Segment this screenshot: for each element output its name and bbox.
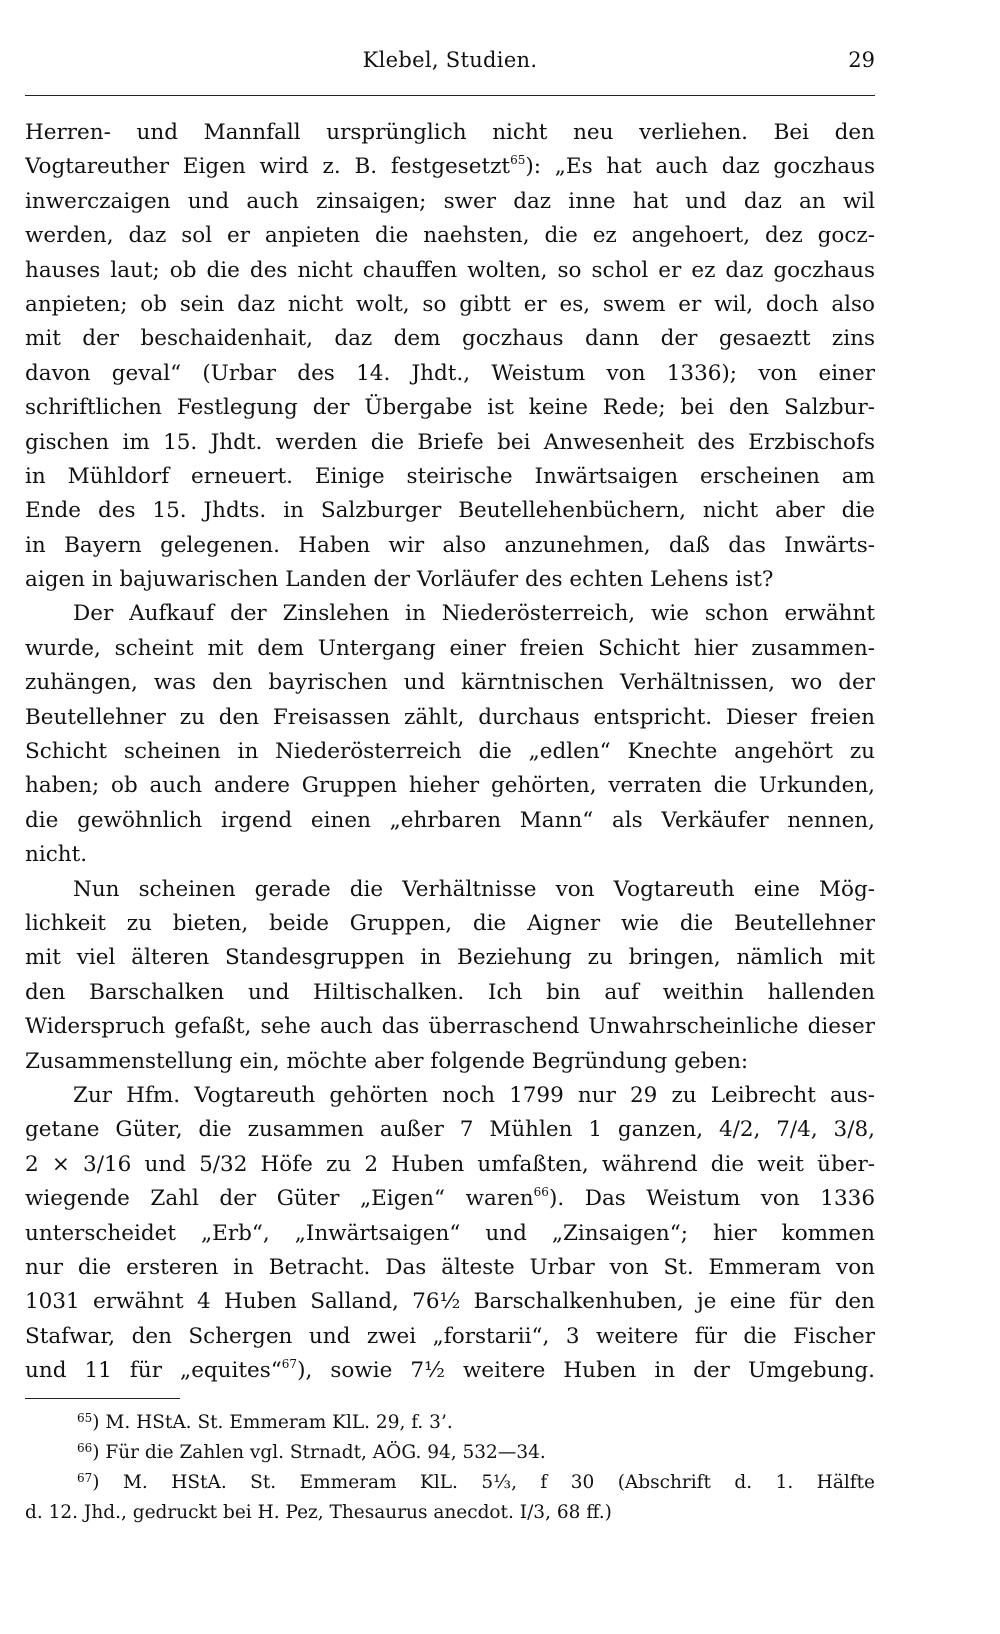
line-text: wiegende Zahl der Güter „Eigen“ waren [25,1186,534,1212]
text-line [25,769,875,803]
text-line [25,838,875,872]
text-line [25,150,875,184]
line-text: Zur Hfm. Vogtareuth gehörten noch 1799 nur 29 zu Leibrecht aus- [73,1082,875,1108]
text-line [25,1113,875,1147]
text-line [25,873,875,907]
text-line [25,426,875,460]
line-text: werden, daz sol er anpieten die naehsten, die ez angehoert, dez gocz- [25,223,875,249]
line-text: hauses laut; ob die des nicht chauffen wolten, so schol er ez daz goczhaus [25,257,875,283]
text-line [25,494,875,528]
line-text: inwerczaigen und auch zinsaigen; swer daz inne hat und daz an wil [25,188,875,214]
line-text: mit der beschaidenhait, daz dem goczhaus dann der gesaeztt zins [25,326,875,352]
footnote-number: 66 [77,1441,93,1455]
text-line [25,804,875,838]
text-line [25,185,875,219]
text-line [25,219,875,253]
line-text: 2 × 3/16 und 5/32 Höfe zu 2 Huben umfaßten, während die weit über- [25,1151,875,1177]
page-number: 29 [848,48,875,72]
line-text: schriftlichen Festlegung der Übergabe ist keine Rede; bei den Salzbur- [25,395,875,421]
line-text: getane Güter, die zusammen außer 7 Mühlen 1 ganzen, 4/2, 7/4, 3/8, [25,1117,875,1143]
text-line [25,322,875,356]
text-line [25,116,875,150]
text-line [25,701,875,735]
line-text: haben; ob auch andere Gruppen hieher gehörten, verraten die Urkunden, [25,773,875,799]
line-text-continued: ). Das Weistum von 1336 [548,1186,875,1212]
footnote-text: d. 12. Jhd., gedruckt bei H. Pez, Thesaurus anecdot. I/3, 68 ff.) [25,1502,612,1523]
text-line [25,907,875,941]
text-line [25,288,875,322]
line-text: den Barschalken und Hiltischalken. Ich bin auf weithin hallenden [25,979,875,1005]
line-text: nur die ersteren in Betracht. Das älteste Urbar von St. Emmeram von [25,1254,875,1280]
text-line [25,1217,875,1251]
footnote [25,1498,875,1528]
text-line [25,1320,875,1354]
line-text: nicht. [25,842,88,868]
line-text: davon geval“ (Urbar des 14. Jhdt., Weistum von 1336); von einer [25,360,875,386]
line-text: 1031 erwähnt 4 Huben Salland, 76½ Barschalkenhuben, je eine für den [25,1289,875,1315]
line-text: Schicht scheinen in Niederösterreich die „edlen“ Knechte angehört zu [25,739,875,765]
text-line [25,460,875,494]
text-line [25,529,875,563]
line-text: Beutellehner zu den Freisassen zählt, durchaus entspricht. Dieser freien [25,704,875,730]
text-line [25,391,875,425]
text-line [25,1079,875,1113]
line-text: zuhängen, was den bayrischen und kärntnischen Verhältnissen, wo der [25,670,875,696]
footnote-text: ) M. HStA. St. Emmeram KlL. 5⅓, f 30 (Abschrift d. 1. Hälfte [92,1472,875,1493]
text-line [25,357,875,391]
text-line [25,1045,875,1079]
text-line [25,735,875,769]
line-text: Ende des 15. Jhdts. in Salzburger Beutellehenbüchern, nicht aber die [25,498,875,524]
footnote-rule [25,1398,180,1399]
footnote [25,1408,875,1438]
footnote-text: ) M. HStA. St. Emmeram KlL. 29, f. 3’. [92,1412,453,1433]
footnote-marker: 66 [533,1185,549,1200]
line-text: die gewöhnlich irgend einen „ehrbaren Mann“ als Verkäufer nennen, [25,807,875,833]
line-text: Nun scheinen gerade die Verhältnisse von Vogtareuth eine Mög- [73,876,875,902]
text-line [25,1285,875,1319]
running-head: Klebel, Studien. [362,48,538,72]
text-line [25,976,875,1010]
footnote-number: 67 [77,1471,93,1485]
footnote-text: ) Für die Zahlen vgl. Strnadt, AÖG. 94, 532—34. [92,1442,546,1463]
line-text: Herren- und Mannfall ursprünglich nicht neu verliehen. Bei den [25,120,875,145]
line-text: Stafwar, den Schergen und zwei „forstarii“, 3 weitere für die Fischer [25,1323,875,1349]
line-text: mit viel älteren Standesgruppen in Beziehung zu bringen, nämlich mit [25,945,875,971]
text-line [25,1148,875,1182]
footnote-number: 65 [77,1411,93,1425]
footnotes [25,1408,875,1528]
line-text: anpieten; ob sein daz nicht wolt, so gibtt er es, swem er wil, doch also [25,291,875,317]
line-text: Zusammenstellung ein, möchte aber folgende Begründung geben: [25,1048,749,1074]
line-text: aigen in bajuwarischen Landen der Vorläufer des echten Lehens ist? [25,567,774,593]
line-text: lichkeit zu bieten, beide Gruppen, die Aigner wie die Beutellehner [25,910,875,936]
line-text: und 11 für „equites“ [25,1358,282,1384]
line-text: wurde, scheint mit dem Untergang einer freien Schicht hier zusammen- [25,635,875,661]
line-text: Vogtareuther Eigen wird z. B. festgesetzt [25,154,511,180]
text-line [25,597,875,631]
text-line [25,632,875,666]
line-text: unterscheidet „Erb“, „Inwärtsaigen“ und „Zinsaigen“; hier kommen [25,1220,875,1246]
footnote-marker: 65 [510,153,526,168]
line-text: gischen im 15. Jhdt. werden die Briefe bei Anwesenheit des Erzbischofs [25,429,875,455]
line-text-continued: ), sowie 7½ weitere Huben in der Umgebung. [297,1358,875,1384]
line-text: in Bayern gelegenen. Haben wir also anzunehmen, daß das Inwärts- [25,532,875,558]
header-rule [25,95,875,96]
footnote [25,1438,875,1468]
text-line [25,1010,875,1044]
text-line [25,563,875,597]
text-line [25,1354,875,1388]
text-line [25,254,875,288]
text-line [25,1182,875,1216]
page-header [25,48,875,84]
footnote-marker: 67 [281,1357,298,1372]
text-line [25,666,875,700]
line-text-continued: ): „Es hat auch daz goczhaus [525,154,875,180]
footnote [25,1468,875,1498]
line-text: Der Aufkauf der Zinslehen in Niederösterreich, wie schon erwähnt [73,601,875,627]
line-text: Widerspruch gefaßt, sehe auch das überraschend Unwahrscheinliche dieser [25,1014,875,1040]
text-line [25,941,875,975]
text-line [25,1251,875,1285]
line-text: in Mühldorf erneuert. Einige steirische Inwärtsaigen erscheinen am [25,463,875,489]
body-text [25,116,875,1388]
